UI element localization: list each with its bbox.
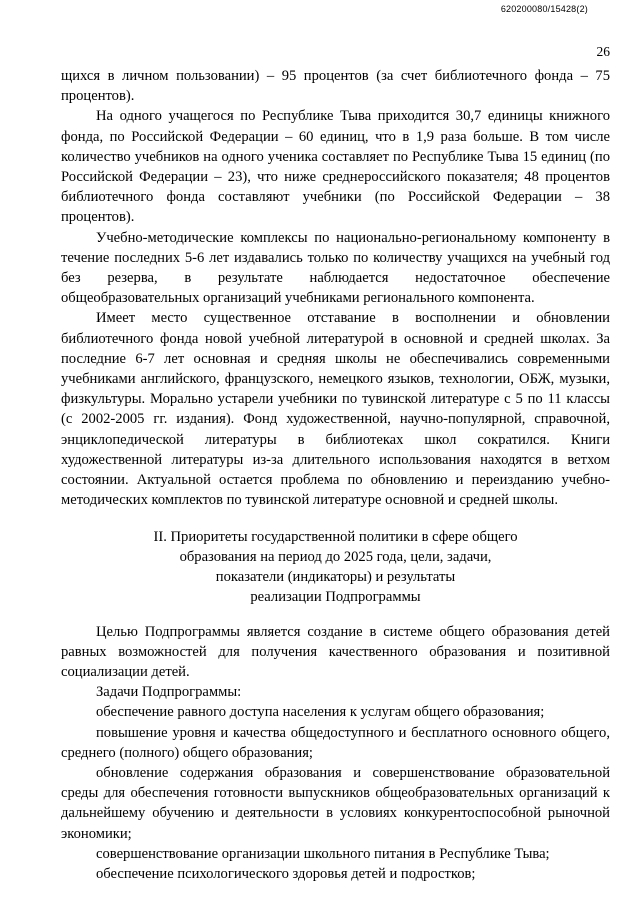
list-item: обновление содержания образования и совершенствование образовательной среды для обеспечения готовности выпускников общеобразовательных организаций к дальнейшему обучению и деятельности в условиях конкурентоспособной рыночной экономики;: [61, 765, 610, 842]
list-item: совершенствование организации школьного питания в Республике Тыва;: [96, 845, 550, 862]
heading-line: образования на период до 2025 года, цели, задачи,: [179, 549, 492, 566]
list-item: обеспечение равного доступа населения к услугам общего образования;: [96, 704, 545, 721]
heading-line: II. Приоритеты государственной политики в сфере общего: [153, 529, 518, 546]
page-number: 26: [596, 44, 610, 59]
section-heading: [61, 528, 610, 607]
document-body: [61, 66, 610, 884]
list-heading: Задачи Подпрограммы:: [96, 684, 242, 701]
paragraph: На одного учащегося по Республике Тыва приходится 30,7 единицы книжного фонда, по Российской Федерации – 60 единиц, что в 1,9 раза больше. В том числе количество учебников на одного ученика составляет по Республике Тыва 15 единиц (по Российской Федерации – 23), что ниже среднероссийского показателя; 48 процентов библиотечного фонда составляют учебники (по Российской Федерации – 38 процентов).: [61, 108, 610, 226]
document-code: 620200080/15428(2): [500, 4, 588, 14]
list-item: повышение уровня и качества общедоступного и бесплатного основного общего, среднего (полного) общего образования;: [61, 724, 610, 761]
heading-line: реализации Подпрограммы: [250, 588, 421, 605]
paragraph: Целью Подпрограммы является создание в системе общего образования детей равных возможностей для получения качественного образования и позитивной социализации детей.: [61, 623, 610, 681]
paragraph: Имеет место существенное отставание в восполнении и обновлении библиотечного фонда новой учебной литературой в основной и средней школах. За последние 6-7 лет основная и средняя школы не обеспечивались современными учебниками английского, французского, немецкого языков, технологии, ОБЖ, музыки, физкультуры. Морально устарели учебники по тувинской литературе с 5 по 11 классы (с 2002-2005 гг. издания). Фонд художественной, научно-популярной, справочной, энциклопедической литературы в библиотеках школ сократился. Книги художественной литературы из-за длительного использования находятся в ветхом состоянии. Актуальной остается проблема по обновлению и переизданию учебно-методических комплектов по тувинской литературе основной и средней школы.: [61, 310, 610, 509]
paragraph: Учебно-методические комплексы по национально-региональному компоненту в течение последних 5-6 лет издавались только по количеству учащихся на учебный год без резерва, в результате наблюдается недостаточное обеспечение общеобразовательных организаций учебниками регионального компонента.: [61, 229, 610, 307]
list-item: обеспечение психологического здоровья детей и подростков;: [96, 866, 476, 883]
paragraph: щихся в личном пользовании) – 95 процентов (за счет библиотечного фонда – 75 процентов).: [61, 68, 610, 105]
heading-line: показатели (индикаторы) и результаты: [215, 569, 456, 586]
